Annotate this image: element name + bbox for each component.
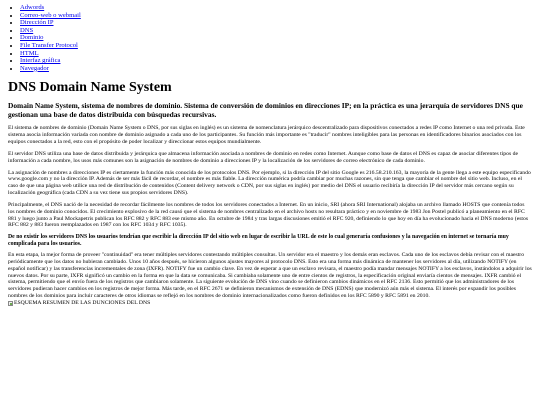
- paragraph-database: El servidor DNS utiliza una base de datos distribuida y jerárquica que almacena información asociada a nombres de dominio en redes como Internet. Aunque como base de datos el DNS es capaz de asociar diferentes tipos de información a cada nombre, los usos más comunes son la asignación de nombres de dominio a direcciones IP y la localización de los servidores de correo electrónico de cada dominio.: [8, 150, 518, 164]
- article-subtitle: Domain Name System, sistema de nombres de dominio. Sistema de conversión de dominios en direcciones IP; en la práctica es una jerarquía de servidores DNS que gestionan una base de datos distribuida con búsquedas recursivas.: [8, 101, 523, 120]
- nav-link-ftp[interactable]: File Transfer Protocol: [20, 41, 78, 49]
- nav-item-dns: [20, 27, 532, 35]
- nav-link-ip-address[interactable]: Dirección IP: [20, 19, 54, 27]
- paragraph-history: Principalmente, el DNS nació de la necesidad de recordar fácilmente los nombres de todos los servidores conectados a Internet. En un inicio, SRI (ahora SRI International) alojaba un archivo llamado HOSTS que contenía todos los nombres de dominio conocidos. El crecimiento explosivo de la red causó que el sistema de nombres centralizado en el archivo hosts no resultara práctico y en noviembre de 1983 Jon Postel publicó a planeamiento en el RFC 881 y luego junto a Paul Mockapetris publican los RFC 882 y RFC 883 ese mismo año. En octubre de 1984 y tras largas discusiones emitió el RFC 920, definiendo lo que hoy en día ha evolucionado hacia el DNS moderno (estos RFC 882 y 883 fueron reemplazados en 1987 con los RFC 1034 y RFC 1035).: [8, 201, 529, 229]
- nav-item-browser: [20, 65, 532, 73]
- paragraph-evolution: [8, 252, 532, 309]
- nav-item-adwords: [20, 4, 532, 12]
- paragraph-name-mapping: La asignación de nombres a direcciones IP es ciertamente la función más conocida de los protocolos DNS. Por ejemplo, si la dirección IP del sitio Google es 216.58.210.163, la mayoría de la gente llega a este equipo especificando www.google.com y no la dirección IP. Además de ser más fácil de recordar, el nombre es más fiable. La dirección numérica podría cambiar por muchas razones, sin que tenga que cambiar el nombre del sitio web. Incluso, en el caso de que una página web utilice una red de distribución de contenidos (Content delivery network o CDN, por sus siglas en inglés) por medio del DNS el usuario recibiría la dirección IP del servidor más cercano según su localización geográfica (cada CDN a su vez tiene sus propios servidores DNS).: [8, 169, 531, 197]
- nav-link-domain[interactable]: Dominio: [20, 34, 44, 42]
- nav-item-webmail: [20, 12, 532, 20]
- nav-link-html[interactable]: HTML: [20, 49, 39, 57]
- broken-image-icon: [8, 301, 13, 306]
- nav-link-gui[interactable]: Interfaz gráfica: [20, 57, 61, 65]
- nav-link-dns[interactable]: DNS: [20, 26, 34, 34]
- nav-item-ftp: [20, 42, 532, 50]
- nav-link-browser[interactable]: Navegador: [20, 64, 49, 72]
- nav-link-adwords[interactable]: Adwords: [20, 4, 45, 11]
- page-title: DNS Domain Name System: [8, 80, 172, 96]
- highlight-paragraph: De no existir los servidores DNS los usuarios tendrían que escribir la dirección IP del sitio web en lugar de escribir la URL de este lo cual generaría confusiones y la navegación en internet se tornaría muy complicada para los usuarios.: [8, 234, 509, 248]
- nav-link-list: [8, 4, 532, 72]
- paragraph-evolution-text: En esta etapa, la mejor forma de proveer "continuidad" era tener múltiples servidores contestando múltiples consultas. Un servidor era el maestro y los demás eran esclavos. Cada uno de los esclavos debía revisar con el maestro periódicamente que los datos no hubieran cambiado. Unos 10 años después, se hicieron algunos ajustes mayores al protocolo DNS. Esto era una forma más dinámica de mantener los servidores al día, utilizando NOTIFY (en español notificar) y las transferencias incrementales de zona (IXFR). NOTIFY fue un cambio clave. En vez de esperar a que un esclavo revisara, el maestro podía mandar mensajes NOTIFY a los esclavos, instándolos a adquirir los nuevos datos. Por su parte, IXFR significó un cambio en la forma en que la data se comunicaba. Si cambiaba solamente uno de entre cientos de registros, la especificación original enviaría cientos de mensajes. IXFR cambió el sistema, permitiendo que el envío fuera de los registros que cambiaron solamente. La siguiente evolución de DNS vino cuando se definieron cambios dinámicos en el RFC 2136. Esto permitió que los administradores de los servidores pudieran hacer cambios en los registros de mejor forma. Más tarde, en el RFC 2671 se definieron mecanismos de extensión de DNS (EDNS) que modernizó aún más el sistema. El interés por expandir los posibles nombres de los dominios para incluir caracteres de otros idiomas se reflejó en los nombres de dominio internacionalizados como fueron definidos en los RFC 5890 y RFC 5891 en 2010.: [8, 252, 532, 300]
- nav-item-gui: [20, 57, 532, 65]
- paragraph-definition: El sistema de nombres de dominio (Domain Name System o DNS, por sus siglas en inglés) es un sistema de nomenclatura jerárquico descentralizado para dispositivos conectados a redes IP como Internet o una red privada. Este sistema asocia información variada con nombre de dominio asignado a cada uno de los participantes. Su función más importante es "traducir" nombres inteligibles para las personas en identificadores binarios asociados con los equipos conectados a la red, esto con el propósito de poder localizar y direccionar estos equipos mundialmente.: [8, 125, 525, 146]
- nav-item-domain: [20, 34, 532, 42]
- diagram-image-alt-text: ESQUEMA RESUMEN DE LAS DUNCIONES DEL DNS: [14, 299, 151, 306]
- nav-item-ip-address: [20, 19, 532, 27]
- diagram-image: [8, 300, 150, 307]
- nav-link-webmail[interactable]: Correo-web o webmail: [20, 11, 81, 19]
- nav-item-html: [20, 50, 532, 58]
- page-content: [8, 4, 532, 314]
